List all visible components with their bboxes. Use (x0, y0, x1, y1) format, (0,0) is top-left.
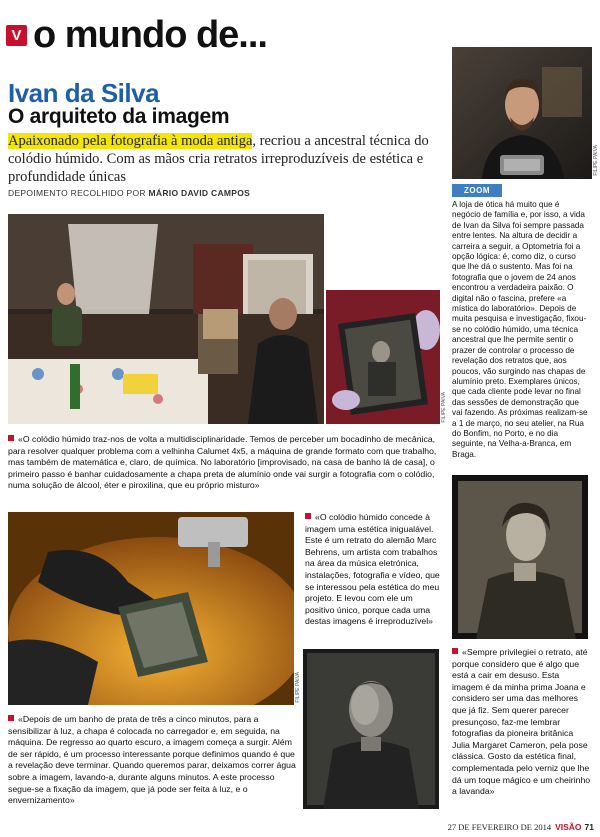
photo-credit: FILIPE PAIVA (593, 145, 599, 176)
joana-portrait-image (452, 475, 588, 639)
studio-photo-image (8, 214, 324, 424)
caption-bullet (452, 648, 458, 654)
caption-bullet (305, 513, 311, 519)
magazine-logo: V (6, 25, 27, 46)
article-person-name: Ivan da Silva (8, 78, 160, 108)
page-number: 71 (584, 822, 594, 832)
darkroom-caption (8, 714, 296, 807)
article-subtitle: O arquiteto da imagem (8, 105, 230, 128)
behrens-caption (305, 512, 443, 628)
joana-portrait (452, 475, 588, 639)
zoom-text: A loja de ótica há muito que é negócio de família e, por isso, a vida de Ivan da Silva foi sempre passada entre lentes. Na altura de decidir a carreira a seguir, a Optometria foi a opção lógica: é, como diz, o curso que lhe dá o sustento. Mas foi na fotografia que o jovem de 24 anos encontrou a verdadeira paixão. O digital não o fascina, prefere «a mística do laboratório». Depois de muita pesquisa e investigação, fixou-se no colódio húmido, uma técnica ancestral que lhe permite sentir o prazer de controlar o processo de revelação dos retratos que, aos poucos, vão surgindo nas chapas de alumínio preto. Exemplares únicos, que cada cliente pode levar no final das sessões de demonstração que vai fazendo. As próximas realizam-se a 1 de março, no seu atelier, na Rua do Bonfim, no Porto, e no dia seguinte, na Velha-a-Branca, em Braga. (452, 200, 588, 459)
caption-bullet (8, 435, 14, 441)
darkroom-caption-text: «Depois de um banho de prata de três a cinco minutos, para a sensibilizar à luz, a chapa é colocada no carregador e, em seguida, na máquina. De regresso ao quarto escuro, a imagem começa a surgir. Além de ser rápido, é um processo interessante porque definimos quando é que a revelação deve terminar. Quando queremos parar, deixamos correr água sobre a imagem, lavando-a, durante alguns minutos. A este processo segue-se a fixação da imagem, que já pode ser feita à luz, e o envernizamento» (8, 714, 296, 806)
caption-bullet (8, 715, 14, 721)
studio-photo (8, 214, 324, 424)
page-footer (448, 822, 594, 832)
studio-caption (8, 434, 438, 492)
behrens-portrait-image (303, 649, 439, 809)
photo-credit-3: FILIPE PAIVA (295, 672, 301, 703)
joana-caption-text: «Sempre privilegiei o retrato, até porque considero que é algo que está a cair em desuso. Esta imagem é da minha prima Joana e considero ser uma das melhores que já fiz. Sem querer parecer presunçoso, faz-me lembrar fotografias da pioneira britânica Julia Margaret Cameron, pela pose clássica. Gosto da estética final, complementada pelo verniz que lhe dá um toque mágico e um cheirinho a lavanda» (452, 647, 591, 797)
photo-credit-2: FILIPE PAIVA (441, 392, 447, 423)
byline (8, 188, 250, 198)
article-lead (8, 132, 440, 186)
magazine-brand: VISÃO (555, 822, 582, 832)
issue-date: 27 DE FEVEREIRO DE 2014 (447, 822, 552, 832)
tintype-plate-photo (326, 290, 440, 424)
behrens-caption-text: «O colódio húmido concede à imagem uma estética inigualável. Este é um retrato do alemão Marc Behrens, um artista com trabalhos na área da música eletrónica, instalações, fotografia e vídeo, que se interessou pela estética do meu projeto. E levou com ele um positivo único, porque cada uma destas imagens é irreproduzível» (305, 512, 440, 627)
studio-caption-text: «O colódio húmido traz-nos de volta a multidisciplinaridade. Temos de perceber um bocadinho de mecânica, para resolver qualquer problema com a velhinha Calumet 4x5, a máquina de grande formato com que trabalho, mas também de matemática e, claro, de química. No laboratório [improvisado, na casa de banho lá de casa], o primeiro passo é banhar cuidadosamente a chapa preta de alumínio onde vai surgir a fotografia com o colódio, numa solução de álcool, éter e piroxilina, que eu próprio misturo» (8, 434, 437, 491)
darkroom-photo-image (8, 512, 294, 705)
byline-author: MÁRIO DAVID CAMPOS (148, 188, 251, 198)
portrait-photo-image (452, 47, 592, 179)
lead-highlight: Apaixonado pela fotografia à moda antiga (8, 133, 253, 149)
section-title: o mundo de... (33, 14, 267, 56)
zoom-label: ZOOM (452, 184, 502, 197)
lead-text: , recriou a ancestral técnica do colódio húmido. Com as mãos cria retratos irreproduzíveis de estética e profundidade únicas (8, 133, 429, 185)
joana-caption (452, 647, 592, 798)
portrait-photo (452, 47, 592, 179)
tintype-plate-image (326, 290, 440, 424)
byline-prefix: DEPOIMENTO RECOLHIDO POR (8, 188, 146, 198)
darkroom-photo (8, 512, 294, 705)
behrens-portrait (303, 649, 439, 809)
